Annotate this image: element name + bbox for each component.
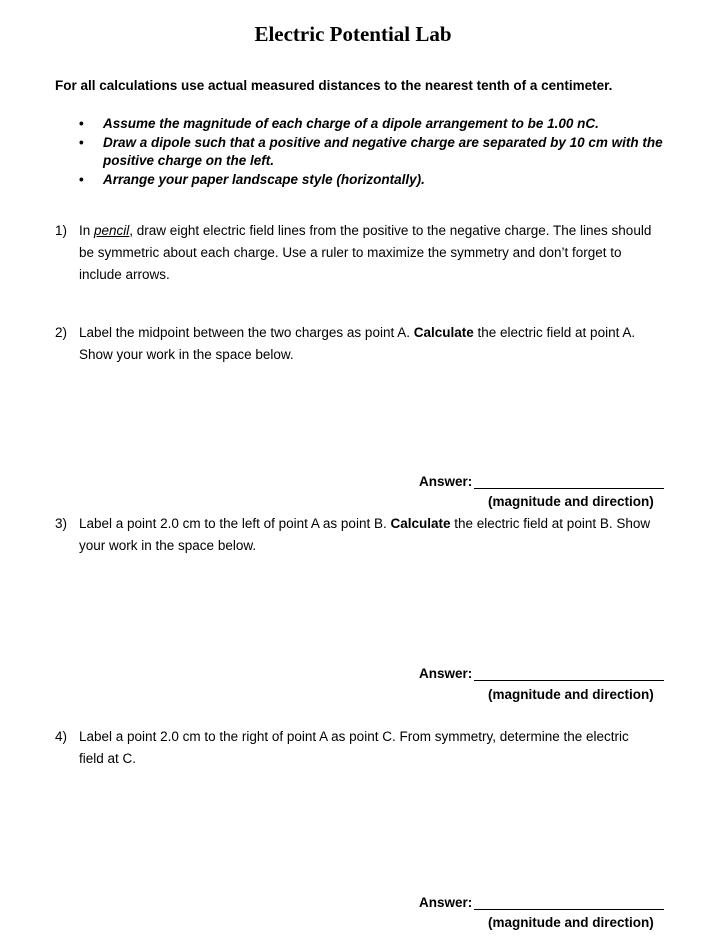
answer-label: Answer: bbox=[419, 666, 473, 681]
question-4 bbox=[55, 726, 655, 770]
question-text: Label the midpoint between the two charges as point A. Calculate the electric field at point A. Show your work in the space below. bbox=[79, 325, 636, 362]
page-title: Electric Potential Lab bbox=[254, 22, 452, 46]
question-number: 1) bbox=[55, 223, 68, 238]
list-item: • Draw a dipole such that a positive and negative charge are separated by 10 cm with the positive charge on the left. bbox=[79, 135, 663, 168]
answer-blank[interactable] bbox=[474, 664, 664, 681]
bullet-icon: • bbox=[79, 172, 84, 187]
answer-row-3 bbox=[419, 664, 664, 681]
question-2 bbox=[55, 322, 655, 366]
answer-blank[interactable] bbox=[474, 893, 664, 910]
intro-instructions: For all calculations use actual measured distances to the nearest tenth of a centimeter. bbox=[55, 78, 613, 93]
answer-row-2 bbox=[419, 472, 664, 489]
answer-note: (magnitude and direction) bbox=[488, 494, 654, 509]
question-1 bbox=[55, 220, 655, 286]
question-text: Label a point 2.0 cm to the left of point A as point B. Calculate the electric field at point B. Show your work in the space below. bbox=[79, 516, 651, 553]
answer-label: Answer: bbox=[419, 474, 473, 489]
question-text: In pencil, draw eight electric field lines from the positive to the negative charge. The lines should be symmetric about each charge. Use a ruler to maximize the symmetry and don’t forget to include arrows. bbox=[79, 223, 652, 282]
assumption-list bbox=[55, 115, 665, 190]
bullet-icon: • bbox=[79, 116, 84, 131]
answer-note: (magnitude and direction) bbox=[488, 687, 654, 702]
question-number: 4) bbox=[55, 729, 68, 744]
list-item: • Assume the magnitude of each charge of a dipole arrangement to be 1.00 nC. bbox=[79, 116, 599, 131]
answer-note: (magnitude and direction) bbox=[488, 915, 654, 930]
bullet-icon: • bbox=[79, 135, 84, 150]
question-number: 3) bbox=[55, 516, 68, 531]
answer-blank[interactable] bbox=[474, 472, 664, 489]
list-item: • Arrange your paper landscape style (horizontally). bbox=[79, 172, 425, 187]
question-text: Label a point 2.0 cm to the right of point A as point C. From symmetry, determine the electric field at C. bbox=[79, 729, 629, 766]
question-number: 2) bbox=[55, 325, 68, 340]
question-3 bbox=[55, 513, 655, 557]
answer-row-4 bbox=[419, 893, 664, 910]
answer-label: Answer: bbox=[419, 895, 473, 910]
